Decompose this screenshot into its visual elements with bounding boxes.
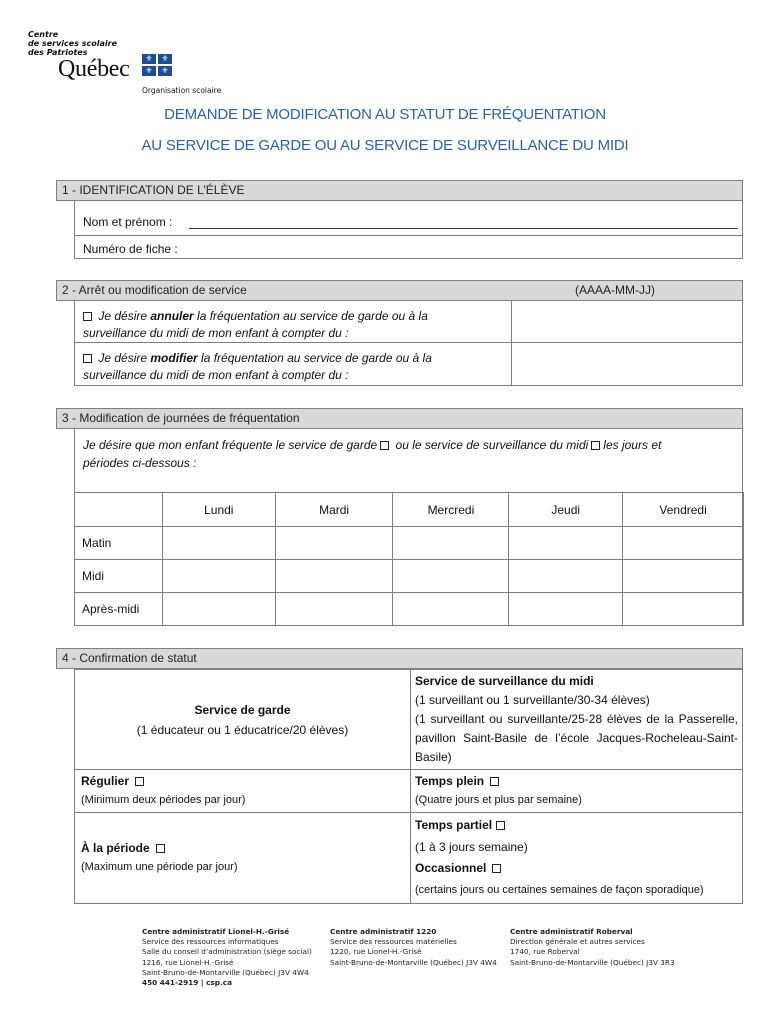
modify-emphasis: modifier [150, 351, 198, 365]
schedule-cell[interactable] [275, 593, 393, 626]
garde-checkbox[interactable] [380, 441, 389, 450]
surveillance-checkbox[interactable] [591, 441, 600, 450]
table-row [75, 527, 744, 560]
garde-title: Service de garde [194, 702, 291, 717]
occasionnel-option: Occasionnel [415, 858, 738, 880]
schedule-cell[interactable] [162, 527, 275, 560]
temps-partiel-option: Temps partiel [415, 815, 738, 837]
section-1-heading: 1 - IDENTIFICATION DE L’ÉLÈVE [56, 180, 743, 201]
status-table [74, 669, 743, 904]
period-label: Midi [75, 560, 163, 593]
quebec-wordmark: Québec [58, 56, 130, 82]
footer-contact: 450 441-2919 | csp.ca [142, 978, 232, 988]
occasionnel-note: (certains jours ou certaines semaines de façon sporadique) [415, 883, 704, 896]
date-format-label: (AAAA-MM-JJ) [575, 283, 655, 297]
section-4-heading: 4 - Confirmation de statut [56, 648, 743, 669]
org-name-line1: Centre [28, 30, 59, 39]
temps-plein-note: (Quatre jours et plus par semaine) [415, 794, 582, 806]
footer-address-2: Centre administratif 1220 Service des ressources matérielles 1220, rue Lionel-H.-Grisé Saint-Bruno-de-Montarville (Québec) J3V 4W4 [330, 927, 497, 967]
day-header: Lundi [162, 493, 275, 527]
schedule-cell[interactable] [393, 527, 509, 560]
organization-logo [28, 30, 228, 96]
footer-address-1: Centre administratif Lionel-H.-Grisé Service des ressources informatiques Salle du conseil d’administration (siège social) 1216, rue Lionel-H.-Grisé Saint-Bruno-de-Montarville (Québec) J3V 4W4 450 441-2919 | csp.ca [142, 927, 312, 988]
schedule-cell[interactable] [509, 527, 623, 560]
attendance-table [74, 492, 744, 626]
footer-address-3: Centre administratif Roberval Direction générale et autres services 1740, rue Roberval Saint-Bruno-de-Montarville (Québec) J3V 3R3 [510, 927, 675, 967]
surveillance-ratio-1: (1 surveillant ou 1 surveillante/30-34 élèves) [415, 693, 650, 707]
period-label: Matin [75, 527, 163, 560]
cancel-date-field[interactable] [512, 301, 742, 342]
modify-option: Je désire modifier la fréquentation au service de garde ou à la surveillance du midi de mon enfant à compter du : [83, 351, 432, 382]
section-service-stop [56, 280, 743, 386]
garde-ratio: (1 éducateur ou 1 éducatrice/20 élèves) [136, 722, 349, 737]
garde-header-cell [75, 670, 411, 770]
schedule-cell[interactable] [162, 560, 275, 593]
regulier-checkbox[interactable] [135, 777, 144, 786]
regulier-note: (Minimum deux périodes par jour) [81, 794, 246, 806]
table-row [75, 770, 743, 813]
name-field[interactable] [189, 228, 738, 229]
periode-note: (Maximum une période par jour) [81, 861, 238, 873]
org-name-line2: de services scolaire [28, 39, 117, 48]
day-header: Jeudi [509, 493, 623, 527]
name-label: Nom et prénom : [83, 215, 173, 229]
period-label: Après-midi [75, 593, 163, 626]
periode-checkbox[interactable] [156, 844, 165, 853]
table-row [75, 493, 744, 527]
day-header: Mercredi [393, 493, 509, 527]
cancel-option: Je désire annuler la fréquentation au service de garde ou à la surveillance du midi de mon enfant à compter du : [83, 309, 428, 340]
schedule-cell[interactable] [509, 560, 623, 593]
surveillance-header-cell [411, 670, 743, 770]
surveillance-ratio-2: (1 surveillant ou surveillante/25-28 élèves de la Passerelle, pavillon Saint-Basile de l’école Jacques-Rocheleau-Saint-Basile) [415, 712, 738, 764]
org-name [28, 30, 117, 57]
quebec-flag-icon: ⚜ ⚜ ⚜ ⚜ [142, 54, 176, 78]
schedule-cell[interactable] [623, 527, 744, 560]
section-attendance-days [56, 408, 743, 626]
file-number-label: Numéro de fiche : [83, 242, 178, 256]
form-title-line1: DEMANDE DE MODIFICATION AU STATUT DE FRÉQUENTATION [164, 106, 606, 123]
attendance-intro: Je désire que mon enfant fréquente le service de garde ou le service de surveillance du midi les jours et périodes ci-dessous : [83, 438, 662, 470]
periode-option: À la période [81, 839, 404, 858]
form-title-line2: AU SERVICE DE GARDE OU AU SERVICE DE SURVEILLANCE DU MIDI [141, 137, 629, 154]
table-row [75, 813, 743, 904]
schedule-cell[interactable] [275, 527, 393, 560]
table-row [75, 670, 743, 770]
section-status-confirmation [56, 648, 743, 901]
section-identification [56, 180, 743, 260]
table-row [75, 593, 744, 626]
day-header: Mardi [275, 493, 393, 527]
regulier-option: Régulier [81, 772, 404, 791]
schedule-cell[interactable] [275, 560, 393, 593]
modify-date-field[interactable] [512, 343, 742, 386]
logo-subtitle: Organisation scolaire [142, 86, 222, 95]
schedule-cell[interactable] [623, 560, 744, 593]
temps-plein-checkbox[interactable] [490, 777, 499, 786]
cancel-emphasis: annuler [150, 309, 194, 323]
section-2-heading [56, 280, 743, 301]
temps-partiel-note: (1 à 3 jours semaine) [415, 839, 528, 854]
org-name-line3: des Patriotes [28, 48, 88, 57]
section-2-title: 2 - Arrêt ou modification de service [62, 283, 247, 297]
occasionnel-checkbox[interactable] [492, 864, 501, 873]
table-row [75, 560, 744, 593]
surveillance-title: Service de surveillance du midi [415, 674, 594, 688]
cancel-checkbox[interactable] [83, 312, 92, 321]
schedule-cell[interactable] [623, 593, 744, 626]
schedule-cell[interactable] [162, 593, 275, 626]
modify-checkbox[interactable] [83, 354, 92, 363]
temps-partiel-checkbox[interactable] [496, 821, 505, 830]
day-header: Vendredi [623, 493, 744, 527]
schedule-cell[interactable] [393, 560, 509, 593]
schedule-cell[interactable] [393, 593, 509, 626]
temps-plein-option: Temps plein [415, 772, 738, 791]
section-3-heading: 3 - Modification de journées de fréquentation [56, 408, 743, 429]
schedule-cell[interactable] [509, 593, 623, 626]
